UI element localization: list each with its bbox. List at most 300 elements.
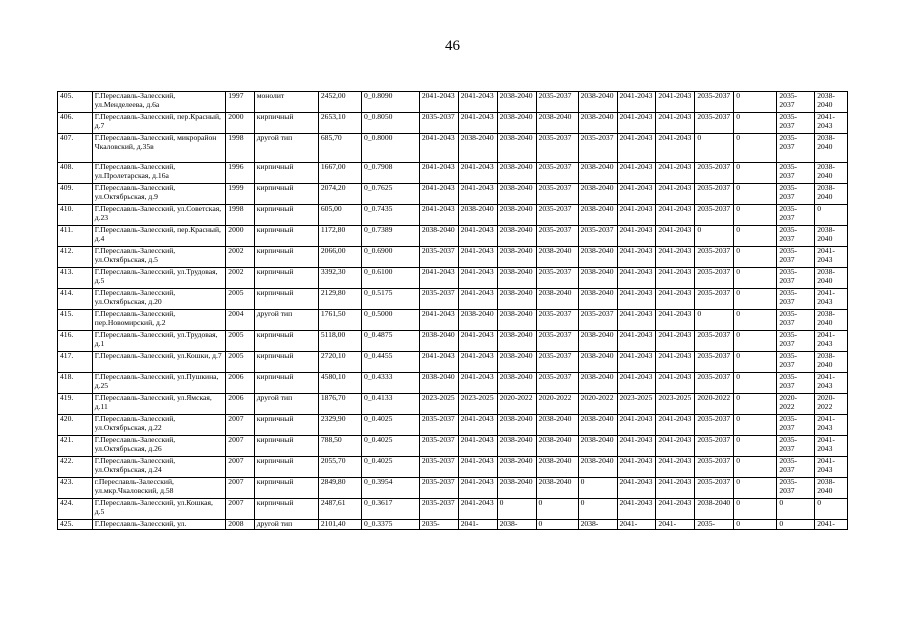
cell-term-4: 2038-2040 xyxy=(536,457,578,478)
cell-term-3: 2038-2040 xyxy=(497,163,536,184)
cell-term-4: 2035-2037 xyxy=(536,268,578,289)
cell-term-4: 2035-2037 xyxy=(536,163,578,184)
cell-term-5: 2038-2040 xyxy=(578,436,617,457)
cell-term-11: 2041-2043 xyxy=(815,373,848,394)
cell-term-6: 2041-2043 xyxy=(617,499,656,520)
cell-term-8: 2035-2037 xyxy=(695,373,734,394)
cell-term-6: 2041-2043 xyxy=(617,352,656,373)
cell-term-2: 2041-2043 xyxy=(458,331,497,352)
cell-term-1: 2041-2043 xyxy=(419,268,458,289)
cell-term-8: 2035-2037 xyxy=(695,163,734,184)
cell-term-8: 2035-2037 xyxy=(695,478,734,499)
table-row xyxy=(58,289,848,310)
cell-build-year: 2000 xyxy=(226,113,254,134)
cell-build-year: 2007 xyxy=(226,478,254,499)
table-row xyxy=(58,184,848,205)
cell-term-3: 2038- xyxy=(497,520,536,530)
cell-term-3: 2038-2040 xyxy=(497,457,536,478)
cell-row-number: 423. xyxy=(58,478,93,499)
cell-address: Г.Переславль-Залесский, пер.Красный, д.4 xyxy=(92,226,226,247)
cell-address: Г.Переславль-Залесский, ул.Октябрьская, д.9 xyxy=(92,184,226,205)
cell-term-9: 0 xyxy=(734,184,777,205)
cell-address: Г.Переславль-Залесский, ул.Менделеева, д.6а xyxy=(92,92,226,113)
cell-row-number: 409. xyxy=(58,184,93,205)
cell-term-3: 2038-2040 xyxy=(497,134,536,163)
cell-term-1: 2035-2037 xyxy=(419,113,458,134)
cell-wall-material: кирпичный xyxy=(254,268,318,289)
cell-term-10: 2035-2037 xyxy=(777,163,815,184)
cell-term-3: 2038-2040 xyxy=(497,268,536,289)
cell-term-1: 2035-2037 xyxy=(419,436,458,457)
cell-term-2: 2041-2043 xyxy=(458,226,497,247)
table-row xyxy=(58,92,848,113)
cell-term-7: 2041-2043 xyxy=(656,92,695,113)
cell-term-6: 2041-2043 xyxy=(617,436,656,457)
cell-term-4: 2038-2040 xyxy=(536,113,578,134)
cell-term-4: 2038-2040 xyxy=(536,478,578,499)
cell-term-10: 2035-2037 xyxy=(777,331,815,352)
cell-address: Г.Переславль-Залесский, ул.Трудовая, д.1 xyxy=(92,331,226,352)
cell-wear-index: 0_0.3617 xyxy=(361,499,419,520)
cell-term-3: 0 xyxy=(497,499,536,520)
cell-build-year: 1998 xyxy=(226,205,254,226)
cell-term-10: 0 xyxy=(777,520,815,530)
cell-area: 685,70 xyxy=(318,134,361,163)
cell-term-5: 2035-2037 xyxy=(578,226,617,247)
cell-term-1: 2038-2040 xyxy=(419,331,458,352)
cell-address: Г.Переславль-Залесский, ул.Трудовая, д.5 xyxy=(92,268,226,289)
cell-term-7: 2041-2043 xyxy=(656,331,695,352)
cell-area: 2452,00 xyxy=(318,92,361,113)
cell-term-6: 2041-2043 xyxy=(617,113,656,134)
cell-build-year: 2002 xyxy=(226,268,254,289)
cell-term-5: 2038-2040 xyxy=(578,457,617,478)
cell-build-year: 1996 xyxy=(226,163,254,184)
cell-address: Г.Переславль-Залесский, микрорайон Чкаловский, д.35в xyxy=(92,134,226,163)
cell-term-2: 2041-2043 xyxy=(458,352,497,373)
cell-wear-index: 0_0.3954 xyxy=(361,478,419,499)
cell-term-10: 2035-2037 xyxy=(777,92,815,113)
cell-term-3: 2038-2040 xyxy=(497,184,536,205)
cell-term-7: 2041-2043 xyxy=(656,268,695,289)
cell-row-number: 416. xyxy=(58,331,93,352)
cell-term-5: 2038-2040 xyxy=(578,92,617,113)
cell-term-8: 2020-2022 xyxy=(695,394,734,415)
cell-term-11: 2020-2022 xyxy=(815,394,848,415)
cell-term-7: 2041-2043 xyxy=(656,373,695,394)
cell-address: Г.Переславль-Залесский, ул.Пролетарская, д.16а xyxy=(92,163,226,184)
cell-wall-material: монолит xyxy=(254,92,318,113)
cell-term-1: 2041-2043 xyxy=(419,163,458,184)
cell-term-11: 2038-2040 xyxy=(815,184,848,205)
cell-area: 5118,00 xyxy=(318,331,361,352)
cell-term-7: 2041-2043 xyxy=(656,113,695,134)
cell-term-1: 2038-2040 xyxy=(419,373,458,394)
cell-term-11: 2038-2040 xyxy=(815,478,848,499)
cell-term-4: 0 xyxy=(536,499,578,520)
cell-term-10: 2035-2037 xyxy=(777,134,815,163)
cell-term-11: 2041-2043 xyxy=(815,415,848,436)
cell-term-11: 2041-2043 xyxy=(815,331,848,352)
table-row xyxy=(58,134,848,163)
cell-term-11: 0 xyxy=(815,205,848,226)
cell-term-4: 2038-2040 xyxy=(536,415,578,436)
cell-term-7: 2041-2043 xyxy=(656,310,695,331)
cell-term-1: 2035-2037 xyxy=(419,478,458,499)
cell-build-year: 2005 xyxy=(226,352,254,373)
cell-term-7: 2041-2043 xyxy=(656,478,695,499)
cell-wall-material: кирпичный xyxy=(254,226,318,247)
cell-term-11: 2041-2043 xyxy=(815,457,848,478)
cell-term-3: 2038-2040 xyxy=(497,415,536,436)
cell-address: Г.Переславль-Залесский, ул.Ямская, д.11 xyxy=(92,394,226,415)
cell-term-5: 2038-2040 xyxy=(578,205,617,226)
cell-term-11: 2038-2040 xyxy=(815,163,848,184)
cell-term-7: 2041-2043 xyxy=(656,289,695,310)
cell-term-5: 2035-2037 xyxy=(578,134,617,163)
cell-wear-index: 0_0.5175 xyxy=(361,289,419,310)
table-row xyxy=(58,247,848,268)
cell-wall-material: кирпичный xyxy=(254,205,318,226)
cell-row-number: 421. xyxy=(58,436,93,457)
cell-address: Г.Переславль-Залесский, пер.Красный, д.7 xyxy=(92,113,226,134)
cell-term-4: 2035-2037 xyxy=(536,226,578,247)
cell-term-11: 2041-2043 xyxy=(815,289,848,310)
cell-term-9: 0 xyxy=(734,226,777,247)
cell-term-6: 2041-2043 xyxy=(617,226,656,247)
cell-term-6: 2041-2043 xyxy=(617,373,656,394)
table-row xyxy=(58,205,848,226)
cell-term-3: 2038-2040 xyxy=(497,478,536,499)
cell-term-2: 2041-2043 xyxy=(458,92,497,113)
cell-term-4: 2038-2040 xyxy=(536,289,578,310)
cell-build-year: 2000 xyxy=(226,226,254,247)
cell-build-year: 1999 xyxy=(226,184,254,205)
cell-row-number: 411. xyxy=(58,226,93,247)
cell-term-9: 0 xyxy=(734,352,777,373)
cell-term-9: 0 xyxy=(734,205,777,226)
table-row xyxy=(58,163,848,184)
cell-term-3: 2038-2040 xyxy=(497,247,536,268)
cell-wear-index: 0_0.5000 xyxy=(361,310,419,331)
cell-wear-index: 0_0.4875 xyxy=(361,331,419,352)
cell-term-10: 2035-2037 xyxy=(777,184,815,205)
cell-address: Г.Переславль-Залесский, ул.Октябрьская, д.20 xyxy=(92,289,226,310)
cell-term-9: 0 xyxy=(734,457,777,478)
cell-wall-material: кирпичный xyxy=(254,352,318,373)
cell-term-8: 2035-2037 xyxy=(695,113,734,134)
cell-area: 2101,40 xyxy=(318,520,361,530)
cell-build-year: 1998 xyxy=(226,134,254,163)
cell-term-1: 2035- xyxy=(419,520,458,530)
table-row xyxy=(58,226,848,247)
cell-term-11: 2038-2040 xyxy=(815,352,848,373)
cell-term-10: 2035-2037 xyxy=(777,289,815,310)
cell-address: Г.Переславль-Залесский, ул.Пушкина, д.25 xyxy=(92,373,226,394)
cell-term-8: 2035-2037 xyxy=(695,436,734,457)
table-row xyxy=(58,415,848,436)
cell-term-2: 2041-2043 xyxy=(458,499,497,520)
cell-term-3: 2038-2040 xyxy=(497,113,536,134)
cell-term-10: 2035-2037 xyxy=(777,373,815,394)
cell-area: 4580,10 xyxy=(318,373,361,394)
cell-term-11: 2038-2040 xyxy=(815,134,848,163)
table-row xyxy=(58,331,848,352)
cell-term-1: 2041-2043 xyxy=(419,352,458,373)
cell-term-5: 2038-2040 xyxy=(578,331,617,352)
cell-term-3: 2038-2040 xyxy=(497,289,536,310)
cell-area: 2487,61 xyxy=(318,499,361,520)
cell-term-11: 2038-2040 xyxy=(815,92,848,113)
cell-term-1: 2041-2043 xyxy=(419,205,458,226)
cell-term-3: 2038-2040 xyxy=(497,373,536,394)
cell-term-10: 2020-2022 xyxy=(777,394,815,415)
cell-term-7: 2041-2043 xyxy=(656,457,695,478)
cell-area: 1172,80 xyxy=(318,226,361,247)
cell-term-4: 2035-2037 xyxy=(536,331,578,352)
cell-row-number: 419. xyxy=(58,394,93,415)
cell-wear-index: 0_0.8050 xyxy=(361,113,419,134)
cell-term-9: 0 xyxy=(734,247,777,268)
cell-term-7: 2041-2043 xyxy=(656,184,695,205)
cell-address: Г.Переславль-Залесский, пер.Новомирский, д.2 xyxy=(92,310,226,331)
table-row xyxy=(58,436,848,457)
cell-term-2: 2041- xyxy=(458,520,497,530)
cell-area: 2055,70 xyxy=(318,457,361,478)
cell-wear-index: 0_0.8090 xyxy=(361,92,419,113)
cell-term-6: 2041-2043 xyxy=(617,163,656,184)
cell-term-6: 2041-2043 xyxy=(617,289,656,310)
cell-build-year: 2005 xyxy=(226,331,254,352)
cell-row-number: 412. xyxy=(58,247,93,268)
cell-build-year: 2007 xyxy=(226,457,254,478)
cell-term-5: 2038- xyxy=(578,520,617,530)
cell-term-7: 2041-2043 xyxy=(656,436,695,457)
cell-wall-material: кирпичный xyxy=(254,478,318,499)
cell-term-10: 2035-2037 xyxy=(777,310,815,331)
cell-term-1: 2038-2040 xyxy=(419,226,458,247)
cell-term-8: 2038-2040 xyxy=(695,499,734,520)
cell-term-6: 2041-2043 xyxy=(617,184,656,205)
cell-term-1: 2035-2037 xyxy=(419,499,458,520)
cell-term-6: 2041-2043 xyxy=(617,457,656,478)
table-row xyxy=(58,268,848,289)
cell-area: 2653,10 xyxy=(318,113,361,134)
cell-term-11: 2041-2043 xyxy=(815,436,848,457)
cell-address: Г.Переславль-Залесский, ул. xyxy=(92,520,226,530)
cell-term-2: 2041-2043 xyxy=(458,478,497,499)
cell-term-2: 2041-2043 xyxy=(458,436,497,457)
cell-term-11: 0 xyxy=(815,499,848,520)
cell-term-4: 2035-2037 xyxy=(536,352,578,373)
cell-term-6: 2041-2043 xyxy=(617,268,656,289)
cell-term-6: 2041-2043 xyxy=(617,310,656,331)
cell-term-6: 2041-2043 xyxy=(617,134,656,163)
cell-term-9: 0 xyxy=(734,92,777,113)
cell-term-2: 2041-2043 xyxy=(458,247,497,268)
cell-term-5: 2038-2040 xyxy=(578,268,617,289)
cell-term-4: 2035-2037 xyxy=(536,92,578,113)
cell-term-2: 2041-2043 xyxy=(458,415,497,436)
cell-term-8: 2035-2037 xyxy=(695,205,734,226)
cell-term-1: 2035-2037 xyxy=(419,289,458,310)
cell-term-4: 2035-2037 xyxy=(536,310,578,331)
page-number: 46 xyxy=(445,38,460,54)
cell-row-number: 425. xyxy=(58,520,93,530)
cell-build-year: 2007 xyxy=(226,436,254,457)
cell-address: Г.Переславль-Залесский, ул.Советская, д.23 xyxy=(92,205,226,226)
table-row xyxy=(58,499,848,520)
cell-wall-material: другой тип xyxy=(254,134,318,163)
cell-wall-material: кирпичный xyxy=(254,289,318,310)
cell-term-8: 2035-2037 xyxy=(695,457,734,478)
cell-term-2: 2038-2040 xyxy=(458,205,497,226)
cell-term-8: 0 xyxy=(695,310,734,331)
cell-term-4: 2035-2037 xyxy=(536,373,578,394)
cell-term-9: 0 xyxy=(734,436,777,457)
cell-wear-index: 0_0.4333 xyxy=(361,373,419,394)
cell-area: 1761,50 xyxy=(318,310,361,331)
cell-term-4: 2020-2022 xyxy=(536,394,578,415)
cell-term-8: 0 xyxy=(695,134,734,163)
cell-row-number: 417. xyxy=(58,352,93,373)
cell-wear-index: 0_0.7435 xyxy=(361,205,419,226)
cell-term-1: 2041-2043 xyxy=(419,92,458,113)
cell-row-number: 413. xyxy=(58,268,93,289)
cell-term-1: 2035-2037 xyxy=(419,247,458,268)
cell-build-year: 2007 xyxy=(226,499,254,520)
cell-term-7: 2023-2025 xyxy=(656,394,695,415)
cell-area: 3392,30 xyxy=(318,268,361,289)
cell-wear-index: 0_0.7908 xyxy=(361,163,419,184)
cell-term-1: 2041-2043 xyxy=(419,184,458,205)
cell-term-9: 0 xyxy=(734,289,777,310)
cell-wall-material: кирпичный xyxy=(254,373,318,394)
cell-term-6: 2041-2043 xyxy=(617,92,656,113)
cell-term-6: 2041-2043 xyxy=(617,478,656,499)
cell-wear-index: 0_0.4025 xyxy=(361,457,419,478)
cell-term-1: 2023-2025 xyxy=(419,394,458,415)
cell-term-3: 2038-2040 xyxy=(497,205,536,226)
cell-term-7: 2041-2043 xyxy=(656,163,695,184)
cell-term-8: 2035-2037 xyxy=(695,92,734,113)
cell-address: Г.Переславль-Залесский, ул.Октябрьская, д.26 xyxy=(92,436,226,457)
cell-term-9: 0 xyxy=(734,520,777,530)
cell-wall-material: кирпичный xyxy=(254,415,318,436)
cell-term-4: 2035-2037 xyxy=(536,184,578,205)
cell-term-7: 2041-2043 xyxy=(656,352,695,373)
cell-term-6: 2041-2043 xyxy=(617,415,656,436)
cell-term-2: 2041-2043 xyxy=(458,457,497,478)
cell-wall-material: другой тип xyxy=(254,310,318,331)
cell-term-6: 2041-2043 xyxy=(617,331,656,352)
cell-term-8: 2035- xyxy=(695,520,734,530)
cell-address: Г.Переславль-Залесский, ул.Октябрьская, д.5 xyxy=(92,247,226,268)
cell-wall-material: другой тип xyxy=(254,394,318,415)
cell-term-11: 2038-2040 xyxy=(815,310,848,331)
cell-wear-index: 0_0.6900 xyxy=(361,247,419,268)
cell-row-number: 405. xyxy=(58,92,93,113)
cell-address: Г.Переславль-Залесский, ул.Октябрьская, д.22 xyxy=(92,415,226,436)
cell-wear-index: 0_0.4133 xyxy=(361,394,419,415)
cell-wear-index: 0_0.4025 xyxy=(361,415,419,436)
cell-term-10: 2035-2037 xyxy=(777,226,815,247)
cell-address: Г.Переславль-Залесский, ул.Октябрьская, д.24 xyxy=(92,457,226,478)
cell-term-2: 2038-2040 xyxy=(458,134,497,163)
table-row xyxy=(58,373,848,394)
cell-term-6: 2041- xyxy=(617,520,656,530)
cell-term-8: 2035-2037 xyxy=(695,268,734,289)
cell-area: 2066,00 xyxy=(318,247,361,268)
cell-term-6: 2041-2043 xyxy=(617,247,656,268)
cell-term-9: 0 xyxy=(734,113,777,134)
cell-wall-material: кирпичный xyxy=(254,331,318,352)
cell-wall-material: кирпичный xyxy=(254,499,318,520)
cell-wall-material: кирпичный xyxy=(254,457,318,478)
cell-term-8: 0 xyxy=(695,226,734,247)
cell-row-number: 418. xyxy=(58,373,93,394)
cell-term-4: 2035-2037 xyxy=(536,134,578,163)
cell-term-6: 2023-2025 xyxy=(617,394,656,415)
cell-term-2: 2038-2040 xyxy=(458,310,497,331)
cell-term-5: 2038-2040 xyxy=(578,184,617,205)
cell-term-10: 0 xyxy=(777,499,815,520)
cell-term-7: 2041- xyxy=(656,520,695,530)
cell-term-2: 2023-2025 xyxy=(458,394,497,415)
cell-term-3: 2038-2040 xyxy=(497,436,536,457)
cell-term-7: 2041-2043 xyxy=(656,134,695,163)
cell-term-4: 0 xyxy=(536,520,578,530)
cell-term-9: 0 xyxy=(734,394,777,415)
cell-term-9: 0 xyxy=(734,499,777,520)
table-row xyxy=(58,520,848,530)
cell-term-10: 2035-2037 xyxy=(777,205,815,226)
cell-term-7: 2041-2043 xyxy=(656,415,695,436)
cell-build-year: 2002 xyxy=(226,247,254,268)
cell-row-number: 422. xyxy=(58,457,93,478)
cell-build-year: 1997 xyxy=(226,92,254,113)
cell-area: 1876,70 xyxy=(318,394,361,415)
cell-wall-material: кирпичный xyxy=(254,436,318,457)
cell-build-year: 2008 xyxy=(226,520,254,530)
cell-term-8: 2035-2037 xyxy=(695,352,734,373)
cell-term-8: 2035-2037 xyxy=(695,247,734,268)
cell-term-5: 2038-2040 xyxy=(578,289,617,310)
cell-term-3: 2020-2022 xyxy=(497,394,536,415)
cell-term-2: 2041-2043 xyxy=(458,373,497,394)
cell-term-11: 2041-2043 xyxy=(815,113,848,134)
cell-row-number: 407. xyxy=(58,134,93,163)
cell-area: 2129,80 xyxy=(318,289,361,310)
cell-term-5: 2038-2040 xyxy=(578,415,617,436)
cell-term-11: 2041- xyxy=(815,520,848,530)
cell-term-2: 2041-2043 xyxy=(458,289,497,310)
cell-term-7: 2041-2043 xyxy=(656,205,695,226)
cell-row-number: 414. xyxy=(58,289,93,310)
cell-term-2: 2041-2043 xyxy=(458,163,497,184)
cell-term-11: 2038-2040 xyxy=(815,226,848,247)
cell-term-9: 0 xyxy=(734,268,777,289)
cell-wall-material: кирпичный xyxy=(254,113,318,134)
cell-area: 2074,20 xyxy=(318,184,361,205)
cell-term-7: 2041-2043 xyxy=(656,226,695,247)
cell-wear-index: 0_0.6100 xyxy=(361,268,419,289)
cell-term-1: 2035-2037 xyxy=(419,415,458,436)
cell-row-number: 406. xyxy=(58,113,93,134)
cell-term-11: 2041-2043 xyxy=(815,247,848,268)
cell-term-9: 0 xyxy=(734,373,777,394)
cell-term-9: 0 xyxy=(734,331,777,352)
